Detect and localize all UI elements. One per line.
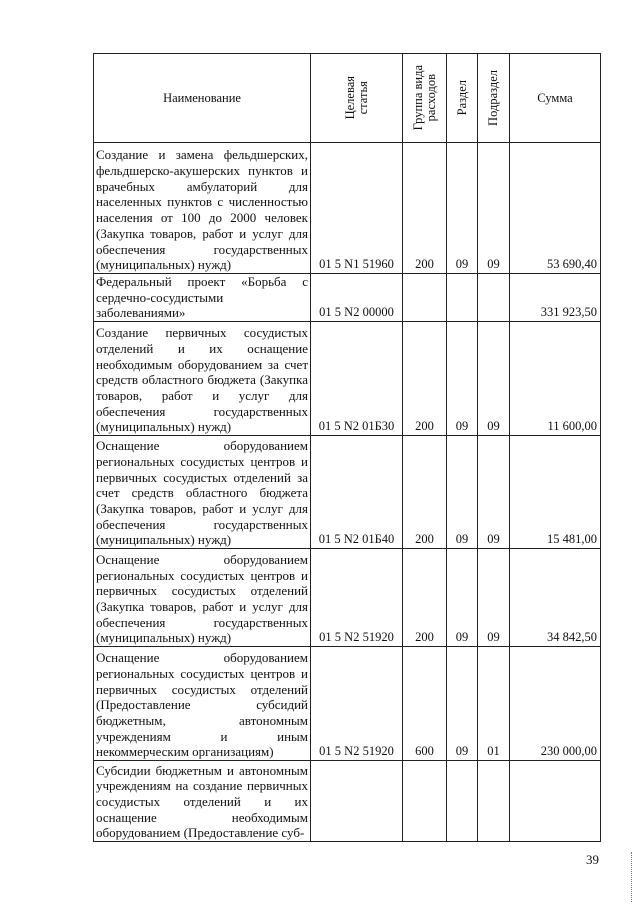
row-expense-group: 200 xyxy=(403,322,447,436)
row-name: Создание и замена фельдшерских, фельдшерско-акушерских пунктов и врачебных амбулаторий для населенных пунктов с численностью населения от 100 до 2000 человек (Закупка товаров, работ и услуг для обеспечения государственных (муниципальных) нужд) xyxy=(94,143,311,274)
row-expense-group: 200 xyxy=(403,549,447,647)
row-subsection: 09 xyxy=(478,143,510,274)
row-target-article xyxy=(311,761,403,842)
row-section: 09 xyxy=(447,322,478,436)
row-expense-group xyxy=(403,274,447,322)
row-section: 09 xyxy=(447,143,478,274)
row-section xyxy=(447,274,478,322)
row-subsection xyxy=(478,274,510,322)
row-sum: 331 923,50 xyxy=(510,274,601,322)
row-sum: 15 481,00 xyxy=(510,436,601,549)
row-subsection: 09 xyxy=(478,549,510,647)
row-name: Оснащение оборудованием региональных сосудистых центров и первичных сосудистых отделений (Закупка товаров, работ и услуг для обеспечения государственных (муниципальных) нужд) xyxy=(94,549,311,647)
header-subsection: Подраздел xyxy=(486,70,500,126)
row-name: Оснащение оборудованием региональных сосудистых центров и первичных сосудистых отделений (Предоставление субсидий бюджетным, автономным учреждениям и иным некоммерческим организациям) xyxy=(94,647,311,761)
row-section: 09 xyxy=(447,436,478,549)
scan-edge-mark xyxy=(631,852,633,902)
row-subsection: 09 xyxy=(478,322,510,436)
row-expense-group: 200 xyxy=(403,143,447,274)
row-target-article: 01 5 N2 51920 xyxy=(311,647,403,761)
row-section: 09 xyxy=(447,647,478,761)
row-sum: 53 690,40 xyxy=(510,143,601,274)
table-row xyxy=(94,549,601,647)
row-subsection: 09 xyxy=(478,436,510,549)
table-row xyxy=(94,761,601,842)
row-name: Субсидии бюджетным и автономным учреждениям на создание первичных сосудистых отделений и их оснащение необходимым оборудованием (Предоставление суб- xyxy=(94,761,311,842)
header-sum: Сумма xyxy=(510,54,601,143)
row-name: Создание первичных сосудистых отделений и их оснащение необходимым оборудованием за счет средств областного бюджета (Закупка товаров, работ и услуг для обеспечения государственных (муниципальных) нужд) xyxy=(94,322,311,436)
row-section: 09 xyxy=(447,549,478,647)
table-header-row xyxy=(94,54,601,143)
row-sum: 34 842,50 xyxy=(510,549,601,647)
row-subsection: 01 xyxy=(478,647,510,761)
header-section: Раздел xyxy=(454,80,469,116)
budget-table xyxy=(93,53,601,842)
row-target-article: 01 5 N2 51920 xyxy=(311,549,403,647)
table-row xyxy=(94,647,601,761)
table-row xyxy=(94,322,601,436)
row-expense-group: 200 xyxy=(403,436,447,549)
row-target-article: 01 5 N2 01Б30 xyxy=(311,322,403,436)
table-row xyxy=(94,274,601,322)
row-expense-group xyxy=(403,761,447,842)
row-name: Оснащение оборудованием региональных сосудистых центров и первичных сосудистых отделений за счет средств областного бюджета (Закупка товаров, работ и услуг для обеспечения государственных (муниципальных) нужд) xyxy=(94,436,311,549)
row-target-article: 01 5 N1 51960 xyxy=(311,143,403,274)
header-target-article: Целевая статья xyxy=(342,76,370,120)
row-sum xyxy=(510,761,601,842)
row-section xyxy=(447,761,478,842)
row-target-article: 01 5 N2 01Б40 xyxy=(311,436,403,549)
row-target-article: 01 5 N2 00000 xyxy=(311,274,403,322)
row-sum: 11 600,00 xyxy=(510,322,601,436)
row-name: Федеральный проект «Борьба с сердечно-сосудистыми заболеваниями» xyxy=(94,274,311,322)
header-name: Наименование xyxy=(94,54,311,143)
header-expense-group: Группа вида расходов xyxy=(410,65,438,131)
row-subsection xyxy=(478,761,510,842)
table-row xyxy=(94,143,601,274)
page-number: 39 xyxy=(586,852,599,867)
table-row xyxy=(94,436,601,549)
row-expense-group: 600 xyxy=(403,647,447,761)
row-sum: 230 000,00 xyxy=(510,647,601,761)
